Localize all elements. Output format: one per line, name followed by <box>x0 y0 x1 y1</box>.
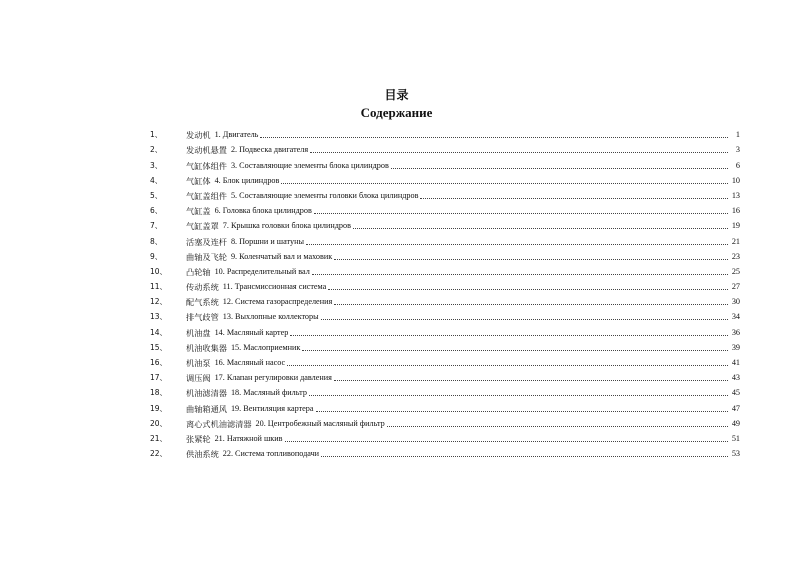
toc-entry-number: 19、 <box>150 403 168 413</box>
toc-entry-text <box>186 130 740 140</box>
toc-entry-page-number: 49 <box>731 418 740 428</box>
toc-entry[interactable] <box>150 416 740 431</box>
toc-entry-text <box>186 328 740 338</box>
toc-entry[interactable] <box>150 294 740 309</box>
toc-entry-russian-title: 13. Выхлопные коллекторы <box>222 312 319 322</box>
toc-entry-chinese-title: 传动系统 <box>186 282 219 293</box>
toc-entry-text <box>186 434 740 444</box>
toc-entry-chinese-title: 凸轮轴 <box>186 266 211 277</box>
toc-entry[interactable] <box>150 355 740 370</box>
toc-dot-leader <box>309 395 728 396</box>
toc-entry-text <box>186 373 740 383</box>
toc-entry-chinese-title: 机油盘 <box>186 327 211 338</box>
toc-entry-page-number: 53 <box>731 449 740 459</box>
toc-entry-text <box>186 358 740 368</box>
toc-entry-page-number: 30 <box>731 297 740 307</box>
toc-entry-chinese-title: 曲轴箱通风 <box>186 403 227 414</box>
toc-entry-page-number: 19 <box>731 221 740 231</box>
toc-entry-page-number: 45 <box>731 388 740 398</box>
toc-entry[interactable] <box>150 264 740 279</box>
toc-dot-leader <box>281 183 728 184</box>
table-of-contents <box>150 127 740 461</box>
toc-entry-page-number: 21 <box>731 236 740 246</box>
toc-entry-russian-title: 16. Масляный насос <box>214 358 286 367</box>
toc-dot-leader <box>353 228 728 229</box>
toc-entry[interactable] <box>150 431 740 446</box>
toc-entry-chinese-title: 发动机悬置 <box>186 145 227 156</box>
toc-entry-number: 7、 <box>150 221 163 231</box>
toc-dot-leader <box>285 441 728 442</box>
toc-entry-russian-title: 2. Подвеска двигателя <box>230 145 309 155</box>
toc-entry-page-number: 51 <box>731 433 740 443</box>
toc-entry-number: 10、 <box>150 266 168 276</box>
toc-entry-number: 6、 <box>150 206 163 216</box>
toc-entry-text <box>186 312 740 322</box>
toc-entry-number: 11、 <box>150 282 168 292</box>
toc-entry-russian-title: 18. Масляный фильтр <box>230 388 307 398</box>
toc-entry-page-number: 25 <box>731 266 740 276</box>
toc-entry[interactable] <box>150 340 740 355</box>
toc-entry-number: 20、 <box>150 418 168 428</box>
toc-entry-page-number: 41 <box>731 358 740 367</box>
toc-dot-leader <box>391 168 728 169</box>
toc-entry[interactable] <box>150 309 740 324</box>
toc-entry[interactable] <box>150 279 740 294</box>
toc-entry-page-number: 23 <box>731 251 740 261</box>
toc-entry-text <box>186 449 740 459</box>
toc-entry-text <box>186 221 740 231</box>
toc-entry-text <box>186 297 740 307</box>
toc-entry-russian-title: 19. Вентиляция картера <box>230 403 314 413</box>
toc-dot-leader <box>260 137 728 138</box>
toc-entry-russian-title: 11. Трансмиссионная система <box>222 282 327 292</box>
toc-entry[interactable] <box>150 385 740 400</box>
toc-entry-chinese-title: 离心式机油滤清器 <box>186 418 252 429</box>
toc-entry-russian-title: 17. Клапан регулировки давления <box>214 373 332 383</box>
toc-entry-text <box>186 267 740 277</box>
toc-entry-chinese-title: 活塞及连杆 <box>186 236 227 247</box>
toc-entry-text <box>186 176 740 186</box>
toc-entry[interactable] <box>150 233 740 248</box>
toc-entry-chinese-title: 曲轴及飞轮 <box>186 251 227 262</box>
toc-entry-russian-title: 20. Центробежный масляный фильтр <box>255 418 385 428</box>
toc-entry-text <box>186 145 740 155</box>
toc-entry-number: 14、 <box>150 327 168 337</box>
page-title-russian: Содержание <box>360 105 433 120</box>
toc-entry-number: 2、 <box>150 145 163 155</box>
toc-entry-chinese-title: 机油滤清器 <box>186 388 227 399</box>
toc-entry-chinese-title: 机油收集器 <box>186 342 227 353</box>
toc-entry-chinese-title: 机油泵 <box>186 358 211 368</box>
toc-dot-leader <box>302 350 728 351</box>
toc-dot-leader <box>310 152 728 153</box>
toc-entry-number: 12、 <box>150 297 168 307</box>
toc-entry-russian-title: 10. Распределительный вал <box>214 266 310 276</box>
toc-entry-text <box>186 388 740 398</box>
toc-entry-text <box>186 404 740 414</box>
toc-entry-russian-title: 9. Коленчатый вал и маховик <box>230 251 333 261</box>
toc-entry-text <box>186 343 740 353</box>
toc-entry-russian-title: 3. Составляющие элементы блока цилиндров <box>230 160 389 170</box>
toc-entry-russian-title: 7. Крышка головки блока цилиндров <box>222 221 351 231</box>
toc-entry-page-number: 16 <box>731 206 740 216</box>
toc-entry-russian-title: 4. Блок цилиндров <box>214 175 280 185</box>
toc-entry-page-number: 36 <box>731 327 740 337</box>
toc-entry-text <box>186 282 740 292</box>
toc-entry-number: 22、 <box>150 449 168 459</box>
toc-entry-page-number: 13 <box>731 190 740 200</box>
toc-entry-russian-title: 12. Система газораспределения <box>222 297 333 307</box>
toc-entry-russian-title: 8. Поршни и шатуны <box>230 236 304 246</box>
toc-entry-page-number: 34 <box>731 312 740 322</box>
toc-entry-page-number: 43 <box>731 373 740 383</box>
toc-dot-leader <box>387 426 728 427</box>
toc-dot-leader <box>420 198 728 199</box>
toc-entry[interactable] <box>150 188 740 203</box>
toc-entry-chinese-title: 气缸盖组件 <box>186 190 227 201</box>
toc-entry-number: 5、 <box>150 190 163 200</box>
toc-entry-russian-title: 6. Головка блока цилиндров <box>214 206 312 216</box>
toc-entry-page-number: 1 <box>735 130 740 140</box>
toc-entry-number: 15、 <box>150 342 168 352</box>
toc-entry-text <box>186 237 740 247</box>
toc-entry[interactable] <box>150 142 740 157</box>
toc-dot-leader <box>334 259 728 260</box>
toc-entry-russian-title: 15. Маслоприемник <box>230 342 301 352</box>
toc-entry[interactable] <box>150 400 740 415</box>
toc-dot-leader <box>314 213 728 214</box>
toc-dot-leader <box>321 319 728 320</box>
toc-entry-chinese-title: 供油系统 <box>186 449 219 460</box>
toc-entry-number: 1、 <box>150 130 163 140</box>
toc-entry-chinese-title: 气缸体组件 <box>186 160 227 171</box>
toc-entry-number: 8、 <box>150 236 163 246</box>
toc-entry[interactable] <box>150 446 740 461</box>
toc-dot-leader <box>287 365 728 366</box>
toc-dot-leader <box>306 244 728 245</box>
toc-entry-page-number: 10 <box>731 175 740 185</box>
toc-entry-chinese-title: 气缸盖 <box>186 206 211 217</box>
toc-entry-page-number: 39 <box>731 342 740 352</box>
toc-entry-russian-title: 14. Масляный картер <box>214 327 289 337</box>
toc-entry-russian-title: 1. Двигатель <box>214 130 259 140</box>
toc-entry[interactable] <box>150 127 740 142</box>
toc-dot-leader <box>321 456 728 457</box>
toc-entry-russian-title: 21. Натяжной шкив <box>214 433 283 443</box>
toc-entry[interactable] <box>150 218 740 233</box>
toc-entry-chinese-title: 气缸体 <box>186 175 211 186</box>
toc-entry-page-number: 3 <box>735 145 740 155</box>
toc-entry-number: 3、 <box>150 160 163 170</box>
toc-entry-text <box>186 252 740 262</box>
toc-entry-number: 16、 <box>150 358 168 367</box>
toc-entry-russian-title: 5. Составляющие элементы головки блока цилиндров <box>230 190 419 200</box>
toc-entry-number: 9、 <box>150 251 163 261</box>
toc-entry-chinese-title: 发动机 <box>186 130 211 141</box>
toc-entry[interactable] <box>150 173 740 188</box>
toc-entry-chinese-title: 排气歧管 <box>186 312 219 323</box>
toc-entry[interactable] <box>150 203 740 218</box>
toc-entry-page-number: 27 <box>731 282 740 292</box>
toc-entry-page-number: 6 <box>735 160 740 170</box>
page-title-chinese: 目录 <box>384 88 409 102</box>
toc-dot-leader <box>290 335 728 336</box>
toc-dot-leader <box>316 411 728 412</box>
toc-entry[interactable] <box>150 324 740 339</box>
toc-dot-leader <box>334 380 728 381</box>
toc-entry[interactable] <box>150 249 740 264</box>
toc-dot-leader <box>328 289 728 290</box>
toc-dot-leader <box>334 304 728 305</box>
toc-entry-number: 17、 <box>150 373 168 383</box>
toc-entry-page-number: 47 <box>731 403 740 413</box>
toc-entry-chinese-title: 配气系统 <box>186 297 219 308</box>
toc-entry-chinese-title: 调压阀 <box>186 373 211 384</box>
toc-entry-text <box>186 419 740 429</box>
toc-entry-text <box>186 161 740 171</box>
toc-entry-chinese-title: 气缸盖罩 <box>186 221 219 232</box>
toc-entry-number: 18、 <box>150 388 168 398</box>
toc-entry-russian-title: 22. Система топливоподачи <box>222 449 320 459</box>
toc-entry-number: 4、 <box>150 175 163 185</box>
toc-entry-text <box>186 191 740 201</box>
toc-entry-text <box>186 206 740 216</box>
toc-dot-leader <box>312 274 728 275</box>
toc-entry-number: 13、 <box>150 312 168 322</box>
toc-entry[interactable] <box>150 157 740 172</box>
toc-entry[interactable] <box>150 370 740 385</box>
toc-entry-number: 21、 <box>150 433 168 443</box>
toc-entry-chinese-title: 张紧轮 <box>186 433 211 444</box>
